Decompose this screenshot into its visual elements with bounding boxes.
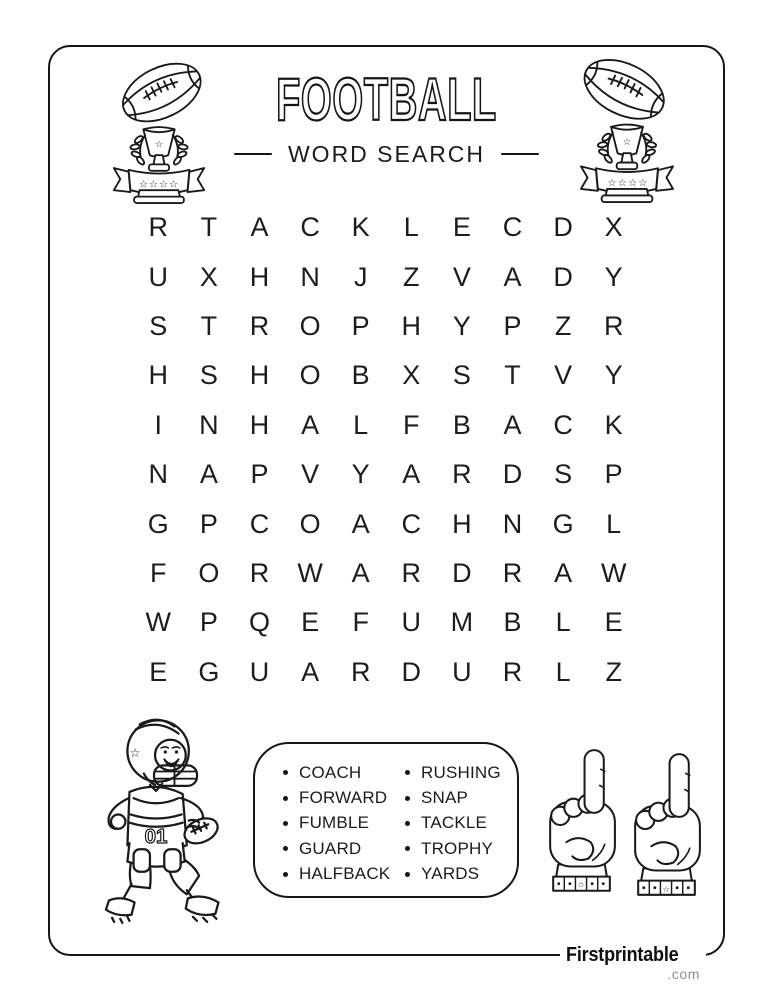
word-label: TACKLE <box>421 813 488 833</box>
grid-letter-r9c6: U <box>401 607 422 638</box>
grid-letter-r10c8: R <box>502 656 523 687</box>
grid-letter-r2c10: Y <box>604 261 623 292</box>
word-label: SNAP <box>421 788 469 808</box>
word-list-box <box>253 742 519 898</box>
grid-letter-r2c9: D <box>553 261 573 292</box>
foam-finger-band-star: ☆ <box>577 879 585 890</box>
bullet-dot-icon <box>283 770 288 775</box>
grid-letter-r3c10: R <box>603 310 624 341</box>
grid-letter-r10c7: U <box>452 656 472 687</box>
grid-letter-r7c2: P <box>199 508 218 539</box>
grid-letter-r8c9: A <box>554 557 573 588</box>
grid-letter-r3c7: Y <box>452 310 471 341</box>
grid-letter-r6c4: V <box>301 459 320 490</box>
grid-letter-r10c6: D <box>401 656 422 687</box>
grid-letter-r6c8: D <box>502 459 523 490</box>
grid-letter-r3c3: R <box>249 310 270 341</box>
grid-letter-r9c10: E <box>604 607 623 638</box>
footer-brand-domain: .com <box>667 966 700 982</box>
grid-letter-r9c8: B <box>503 607 522 638</box>
grid-letter-r10c3: U <box>249 656 270 687</box>
trophy-cup-star: ☆ <box>154 138 164 150</box>
grid-letter-r3c1: S <box>149 310 168 341</box>
grid-letter-r5c3: H <box>249 409 270 440</box>
grid-letter-r1c6: L <box>403 212 419 243</box>
grid-letter-r9c9: L <box>555 607 571 638</box>
grid-letter-r6c7: R <box>452 459 472 490</box>
grid-letter-r2c6: Z <box>403 261 420 292</box>
foam-finger-hands-icon <box>538 744 708 908</box>
grid-letter-r8c2: O <box>198 557 220 588</box>
grid-letter-r6c2: A <box>199 459 218 490</box>
letter-grid <box>133 203 639 697</box>
word-list-item <box>283 760 405 785</box>
grid-letter-r4c5: B <box>351 360 370 391</box>
grid-letter-r3c5: P <box>351 310 370 341</box>
page-title: FOOTBALL <box>276 66 497 133</box>
trophy-banner-stars: ☆☆☆☆ <box>139 179 179 191</box>
grid-letter-r8c8: R <box>502 557 523 588</box>
grid-letter-r6c6: A <box>402 459 421 490</box>
bullet-dot-icon <box>405 846 410 851</box>
grid-letter-r3c2: T <box>200 310 218 341</box>
word-list-column-1 <box>283 760 405 896</box>
grid-letter-r5c5: L <box>353 409 369 440</box>
bullet-dot-icon <box>405 796 410 801</box>
word-label: COACH <box>299 762 362 782</box>
grid-letter-r8c5: A <box>351 557 370 588</box>
grid-letter-r2c3: H <box>249 261 270 292</box>
grid-letter-r10c1: E <box>149 656 168 687</box>
grid-letter-r5c6: F <box>403 409 420 440</box>
word-label: YARDS <box>421 864 480 884</box>
subtitle-rule-left-icon <box>234 153 272 156</box>
grid-letter-r2c5: J <box>353 261 368 292</box>
word-list-item <box>405 836 501 861</box>
word-list-item <box>283 785 405 810</box>
grid-letter-r6c1: N <box>148 459 169 490</box>
grid-letter-r5c7: B <box>452 409 471 440</box>
grid-letter-r1c4: C <box>300 212 320 243</box>
grid-letter-r4c8: T <box>504 360 521 391</box>
grid-letter-r6c10: P <box>604 459 623 490</box>
grid-letter-r9c7: M <box>450 607 474 638</box>
grid-letter-r7c9: G <box>552 508 574 539</box>
word-label: HALFBACK <box>299 864 391 884</box>
bullet-dot-icon <box>405 821 410 826</box>
grid-letter-r2c8: A <box>503 261 522 292</box>
grid-letter-r1c9: D <box>553 212 573 243</box>
grid-letter-r3c4: O <box>299 310 321 341</box>
bullet-dot-icon <box>283 872 288 877</box>
grid-letter-r7c4: O <box>299 508 321 539</box>
grid-letter-r7c3: C <box>249 508 270 539</box>
grid-letter-r8c6: R <box>401 557 422 588</box>
page-subtitle: WORD SEARCH <box>287 140 486 167</box>
grid-letter-r2c4: N <box>300 261 320 292</box>
grid-letter-r8c3: R <box>249 557 270 588</box>
grid-letter-r4c3: H <box>249 360 270 391</box>
grid-letter-r10c9: L <box>555 656 571 687</box>
helmet-star: ☆ <box>129 746 141 761</box>
grid-letter-r2c2: X <box>199 261 218 292</box>
grid-letter-r5c8: A <box>503 409 522 440</box>
grid-letter-r7c5: A <box>351 508 370 539</box>
grid-letter-r1c5: K <box>351 212 370 243</box>
football-player-icon <box>66 706 240 926</box>
grid-letter-r4c1: H <box>148 360 169 391</box>
bullet-dot-icon <box>283 846 288 851</box>
footer-brand-wordmark: Firstprintable <box>566 944 679 966</box>
grid-letter-r9c5: F <box>352 607 369 638</box>
grid-letter-r4c4: O <box>299 360 321 391</box>
grid-letter-r10c5: R <box>350 656 371 687</box>
grid-letter-r8c4: W <box>297 557 323 588</box>
grid-letter-r6c9: S <box>554 459 573 490</box>
grid-letter-r4c7: S <box>452 360 471 391</box>
grid-letter-r7c7: H <box>452 508 472 539</box>
word-list-item <box>283 862 405 887</box>
bullet-dot-icon <box>283 796 288 801</box>
grid-letter-r8c1: F <box>150 557 167 588</box>
word-label: FUMBLE <box>299 813 370 833</box>
grid-letter-r1c3: A <box>250 212 269 243</box>
grid-letter-r9c1: W <box>145 607 172 638</box>
jersey-number: 01 <box>144 825 168 849</box>
grid-letter-r3c9: Z <box>554 310 572 341</box>
grid-letter-r7c10: L <box>606 508 622 539</box>
grid-letter-r1c1: R <box>148 212 169 243</box>
grid-letter-r7c8: N <box>502 508 523 539</box>
word-label: RUSHING <box>421 762 501 782</box>
word-list-item <box>283 836 405 861</box>
grid-letter-r5c1: I <box>154 409 163 440</box>
bullet-dot-icon <box>283 821 288 826</box>
bullet-dot-icon <box>405 872 410 877</box>
grid-letter-r5c2: N <box>199 409 219 440</box>
grid-letter-r7c1: G <box>147 508 169 539</box>
grid-letter-r1c8: C <box>502 212 523 243</box>
grid-letter-r3c8: P <box>503 310 522 341</box>
grid-letter-r2c7: V <box>452 261 471 292</box>
word-list-column-2 <box>405 760 501 896</box>
word-list-item <box>405 862 501 887</box>
grid-letter-r4c9: V <box>554 360 573 391</box>
word-list-item <box>405 811 501 836</box>
trophy-cup-star: ☆ <box>622 136 632 148</box>
grid-letter-r5c9: C <box>553 409 573 440</box>
grid-letter-r8c7: D <box>452 557 472 588</box>
word-list-item <box>405 760 501 785</box>
grid-letter-r5c10: K <box>604 409 623 440</box>
grid-letter-r8c10: W <box>600 557 627 588</box>
grid-letter-r9c2: P <box>199 607 218 638</box>
grid-letter-r2c1: U <box>148 261 169 292</box>
grid-letter-r1c7: E <box>452 212 471 243</box>
grid-letter-r10c4: A <box>301 656 320 687</box>
grid-letter-r10c2: G <box>198 656 220 687</box>
bullet-dot-icon <box>405 770 410 775</box>
trophy-banner-stars: ☆☆☆☆ <box>606 177 648 190</box>
grid-letter-r9c4: E <box>301 607 320 638</box>
grid-letter-r4c6: X <box>402 360 421 391</box>
grid-letter-r4c10: Y <box>604 360 623 391</box>
grid-letter-r6c5: Y <box>351 459 370 490</box>
subtitle-rule-right-icon <box>501 153 539 156</box>
grid-letter-r10c10: Z <box>605 656 622 687</box>
word-list-item <box>283 811 405 836</box>
grid-letter-r7c6: C <box>401 508 422 539</box>
word-label: TROPHY <box>421 838 494 858</box>
grid-letter-r1c10: X <box>604 212 623 243</box>
word-label: FORWARD <box>299 788 388 808</box>
grid-letter-r6c3: P <box>250 459 269 490</box>
foam-finger-band-star: ☆ <box>662 883 670 894</box>
grid-letter-r3c6: H <box>401 310 422 341</box>
word-label: GUARD <box>299 838 362 858</box>
grid-letter-r1c2: T <box>200 212 218 243</box>
grid-letter-r5c4: A <box>301 409 320 440</box>
grid-letter-r9c3: Q <box>248 607 270 638</box>
grid-letter-r4c2: S <box>199 360 218 391</box>
word-list-item <box>405 785 501 810</box>
football-trophy-mirrored-icon <box>552 48 702 203</box>
